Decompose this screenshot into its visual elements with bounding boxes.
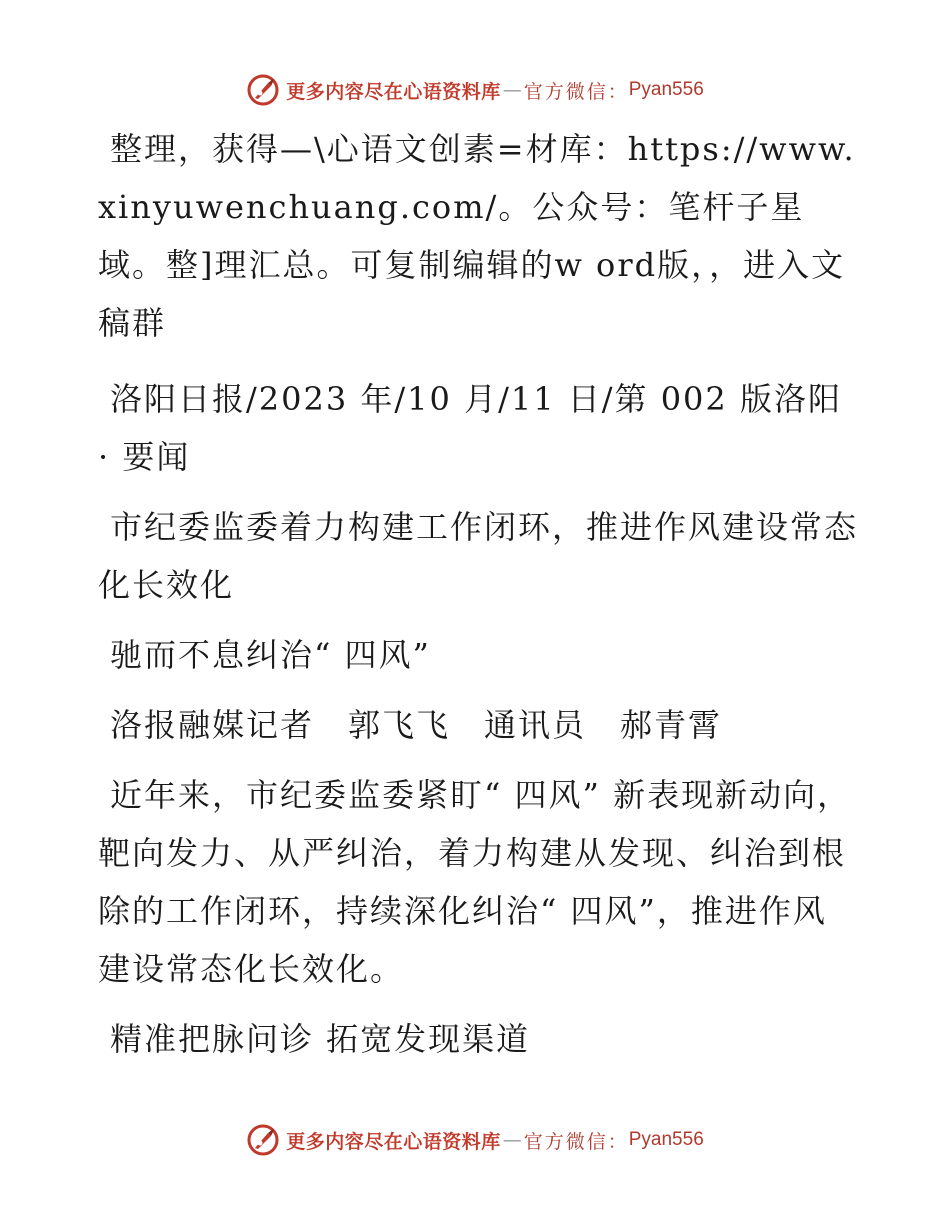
section-subheading: 精准把脉问诊 拓宽发现渠道 xyxy=(110,1020,531,1058)
quill-pen-circle-icon xyxy=(246,1123,280,1157)
banner-official-label: 官方微信： xyxy=(523,80,629,103)
article-byline: 洛报融媒记者 郭飞飞 通讯员 郝青霄 xyxy=(110,706,723,744)
banner-brand: 更多内容尽在心语资料库 xyxy=(286,80,501,103)
footer-banner xyxy=(0,1120,950,1160)
footer-banner-brand: 更多内容尽在心语资料库 xyxy=(286,1130,501,1153)
source-note-paragraph: 整理，获得—\心语文创素=材库：https://www.xinyuwenchuang.com/。公众号：笔杆子星域。整]理汇总。可复制编辑的w ord版，，进入文稿群 xyxy=(98,130,856,342)
footer-banner-separator: — xyxy=(502,1129,522,1151)
document-body xyxy=(98,120,858,1080)
header-banner xyxy=(0,70,950,110)
banner-wechat-handle: Pyan556 xyxy=(628,79,704,100)
article-kicker: 市纪委监委着力构建工作闭环，推进作风建设常态化长效化 xyxy=(98,508,859,604)
publication-dateline: 洛阳日报/2023 年/10 月/11 日/第 002 版洛阳 · 要闻 xyxy=(98,380,842,476)
quill-pen-circle-icon xyxy=(246,73,280,107)
footer-banner-wechat-handle: Pyan556 xyxy=(628,1129,704,1150)
footer-banner-official-label: 官方微信： xyxy=(523,1130,629,1153)
article-lead-paragraph: 近年来，市纪委监委紧盯“ 四风” 新表现新动向，靶向发力、从严纠治，着力构建从发现、纠治到根除的工作闭环，持续深化纠治“ 四风”，推进作风建设常态化长效化。 xyxy=(98,776,852,988)
article-headline: 驰而不息纠治“ 四风” xyxy=(110,636,431,674)
banner-separator: — xyxy=(502,79,522,101)
